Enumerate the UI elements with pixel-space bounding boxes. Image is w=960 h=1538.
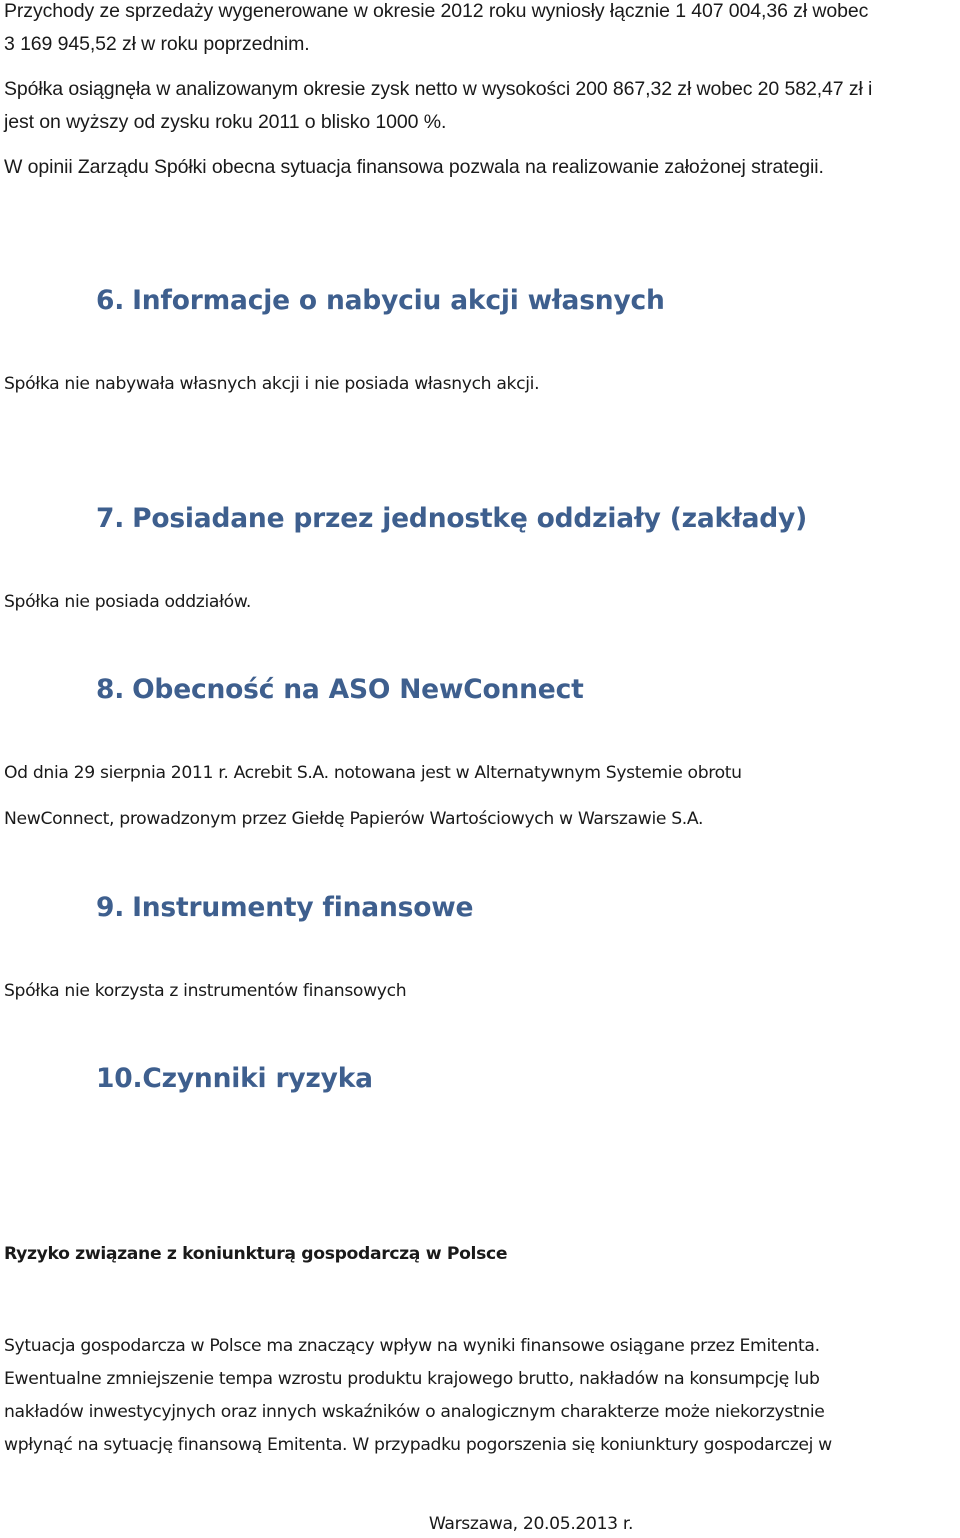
risk-subheading: Ryzyko związane z koniunkturą gospodarczą w Polsce bbox=[4, 1244, 508, 1264]
intro-line: Spółka osiągnęła w analizowanym okresie zysk netto w wysokości 200 867,32 zł wobec 20 582,47 zł i bbox=[4, 78, 873, 100]
section-number: 9. bbox=[96, 892, 125, 923]
intro-line: Przychody ze sprzedaży wygenerowane w okresie 2012 roku wyniosły łącznie 1 407 004,36 zł wobec bbox=[4, 0, 869, 22]
risk-line: Sytuacja gospodarcza w Polsce ma znaczący wpływ na wyniki finansowe osiągane przez Emitenta. bbox=[4, 1336, 820, 1356]
intro-line: jest on wyższy od zysku roku 2011 o blisko 1000 %. bbox=[4, 111, 447, 133]
section-title: Informacje o nabyciu akcji własnych bbox=[132, 285, 665, 316]
section-title: Posiadane przez jednostkę oddziały (zakłady) bbox=[132, 503, 808, 534]
section-number: 6. bbox=[96, 285, 125, 316]
section-title: Czynniki ryzyka bbox=[142, 1063, 373, 1094]
section-body-line: NewConnect, prowadzonym przez Giełdę Papierów Wartościowych w Warszawie S.A. bbox=[4, 809, 704, 829]
section-title: Obecność na ASO NewConnect bbox=[132, 674, 584, 705]
section-heading-6 bbox=[96, 284, 665, 318]
section-heading-7 bbox=[96, 502, 807, 536]
section-number: 8. bbox=[96, 674, 125, 705]
footer-place-date: Warszawa, 20.05.2013 r. bbox=[428, 1514, 634, 1534]
section-heading-9 bbox=[96, 891, 473, 925]
intro-line: W opinii Zarządu Spółki obecna sytuacja finansowa pozwala na realizowanie założonej strategii. bbox=[4, 156, 824, 178]
section-body-line: Spółka nie korzysta z instrumentów finansowych bbox=[4, 981, 407, 1001]
intro-line: 3 169 945,52 zł w roku poprzednim. bbox=[4, 33, 310, 55]
section-body-line: Spółka nie nabywała własnych akcji i nie posiada własnych akcji. bbox=[4, 374, 540, 394]
section-number: 10. bbox=[96, 1063, 143, 1094]
risk-line: nakładów inwestycyjnych oraz innych wskaźników o analogicznym charakterze może niekorzystnie bbox=[4, 1402, 825, 1422]
section-number: 7. bbox=[96, 503, 125, 534]
section-heading-10 bbox=[96, 1062, 373, 1096]
risk-line: wpłynąć na sytuację finansową Emitenta. W przypadku pogorszenia się koniunktury gospodarczej w bbox=[4, 1435, 832, 1455]
section-title: Instrumenty finansowe bbox=[132, 892, 474, 923]
risk-line: Ewentualne zmniejszenie tempa wzrostu produktu krajowego brutto, nakładów na konsumpcję lub bbox=[4, 1369, 820, 1389]
section-heading-8 bbox=[96, 673, 584, 707]
section-body-line: Od dnia 29 sierpnia 2011 r. Acrebit S.A. notowana jest w Alternatywnym Systemie obrotu bbox=[4, 763, 742, 783]
section-body-line: Spółka nie posiada oddziałów. bbox=[4, 592, 252, 612]
